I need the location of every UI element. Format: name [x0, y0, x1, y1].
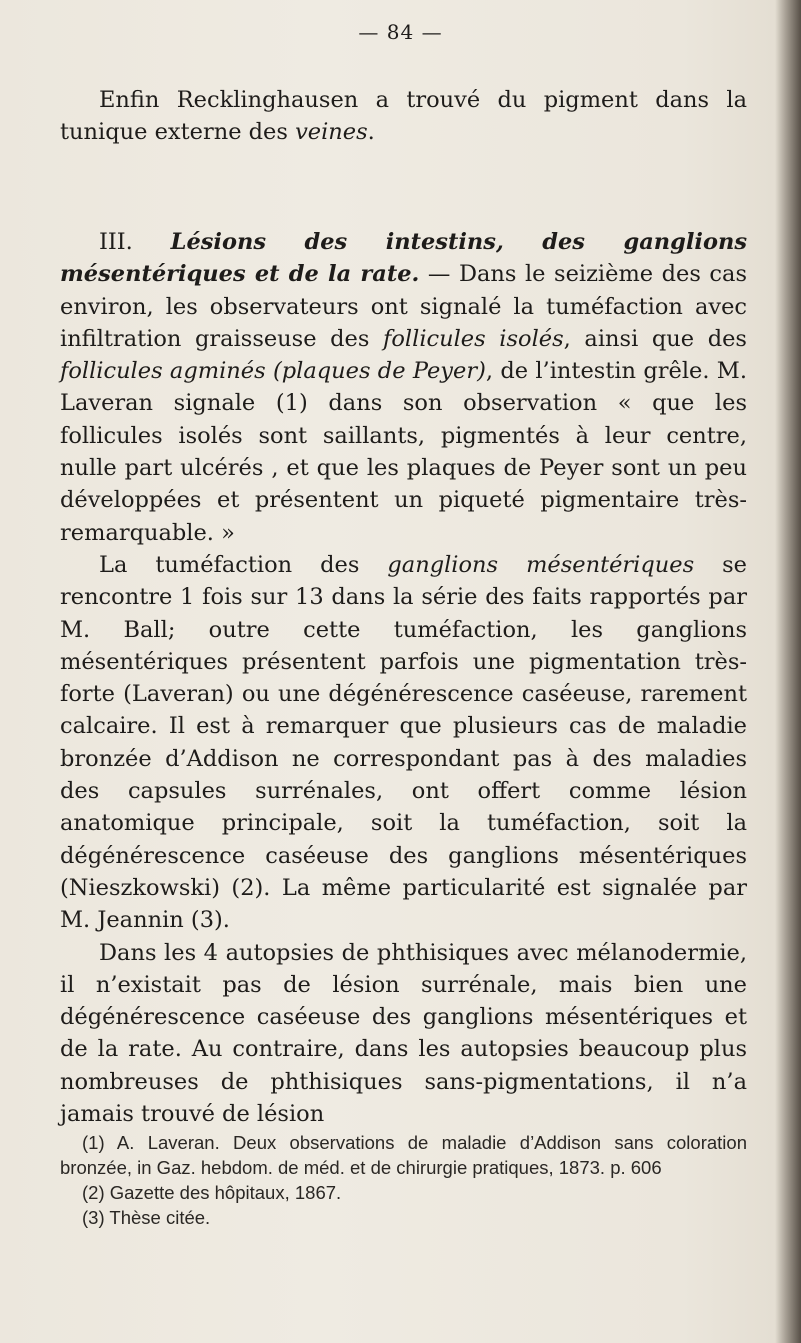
footnote-1: (1) A. Laveran. Deux observations de maladie d’Addison sans coloration bronzée, in Gaz. hebdom. de méd. et de chirurgie pratiques, 1873. p. 606	[60, 1132, 747, 1178]
footnote-3: (3) Thèse citée.	[82, 1207, 211, 1228]
section-paragraph-1	[60, 226, 747, 549]
p1-part-a: — Dans le seizième des cas environ, les observateurs ont signalé la tuméfaction avec infiltration graisseuse des	[60, 261, 747, 352]
p1-part-c: , de l’intestin grêle. M. Laveran signale (1) dans son observation « que les follicules isolés sont saillants, pigmentés à leur centre, nulle part ulcérés , et que les plaques de Peyer sont un peu développées et présentent un piqueté pigmentaire très-remarquable. »	[60, 358, 747, 546]
intro-text-end: .	[367, 119, 375, 146]
intro-paragraph	[60, 84, 747, 149]
p1-italic-2: follicules agminés (plaques de Peyer)	[60, 358, 486, 385]
intro-text-italic: veines	[295, 119, 368, 146]
section-iii	[60, 226, 747, 1130]
p2-part-b: se rencontre 1 fois sur 13 dans la série des faits rapportés par M. Ball; outre cette tuméfaction, les ganglions mésentériques présentent parfois une pigmentation très-forte (Laveran) ou une dégénérescence caséeuse, rarement calcaire. Il est à remarquer que plusieurs cas de maladie bronzée d’Addison ne correspondant pas à des maladies des capsules surrénales, ont offert comme lésion anatomique principale, soit la tuméfaction, soit la dégénérescence caséeuse des ganglions mésentériques (Nieszkowski) (2). La même particularité est signalée par M. Jeannin (3).	[60, 551, 747, 934]
p1-part-b: , ainsi que des	[563, 325, 747, 352]
page-number: — 84 —	[358, 20, 443, 44]
section-paragraph-3: Dans les 4 autopsies de phthisiques avec mélanodermie, il n’existait pas de lésion surrénale, mais bien une dégénérescence caséeuse des ganglions mésentériques et de la rate. Au contraire, dans les autopsies beaucoup plus nombreuses de phthisiques sans-pigmentations, il n’a jamais trouvé de lésion	[60, 939, 747, 1128]
p2-part-a: La tuméfaction des	[99, 551, 388, 578]
p2-italic: ganglions mésentériques	[387, 551, 695, 578]
footnotes	[60, 1130, 747, 1230]
section-paragraph-2	[60, 549, 747, 937]
p1-italic-1: follicules isolés	[383, 325, 564, 352]
book-binding-shadow	[775, 0, 801, 1343]
section-title: Lésions des intestins, des ganglions mésentériques et de la rate.	[60, 229, 747, 288]
section-number: III.	[99, 229, 171, 255]
footnote-2: (2) Gazette des hôpitaux, 1867.	[82, 1182, 342, 1203]
intro-text	[60, 84, 747, 149]
intro-text-main: Enfin Recklinghausen a trouvé du pigment dans la tunique externe des	[60, 87, 747, 146]
